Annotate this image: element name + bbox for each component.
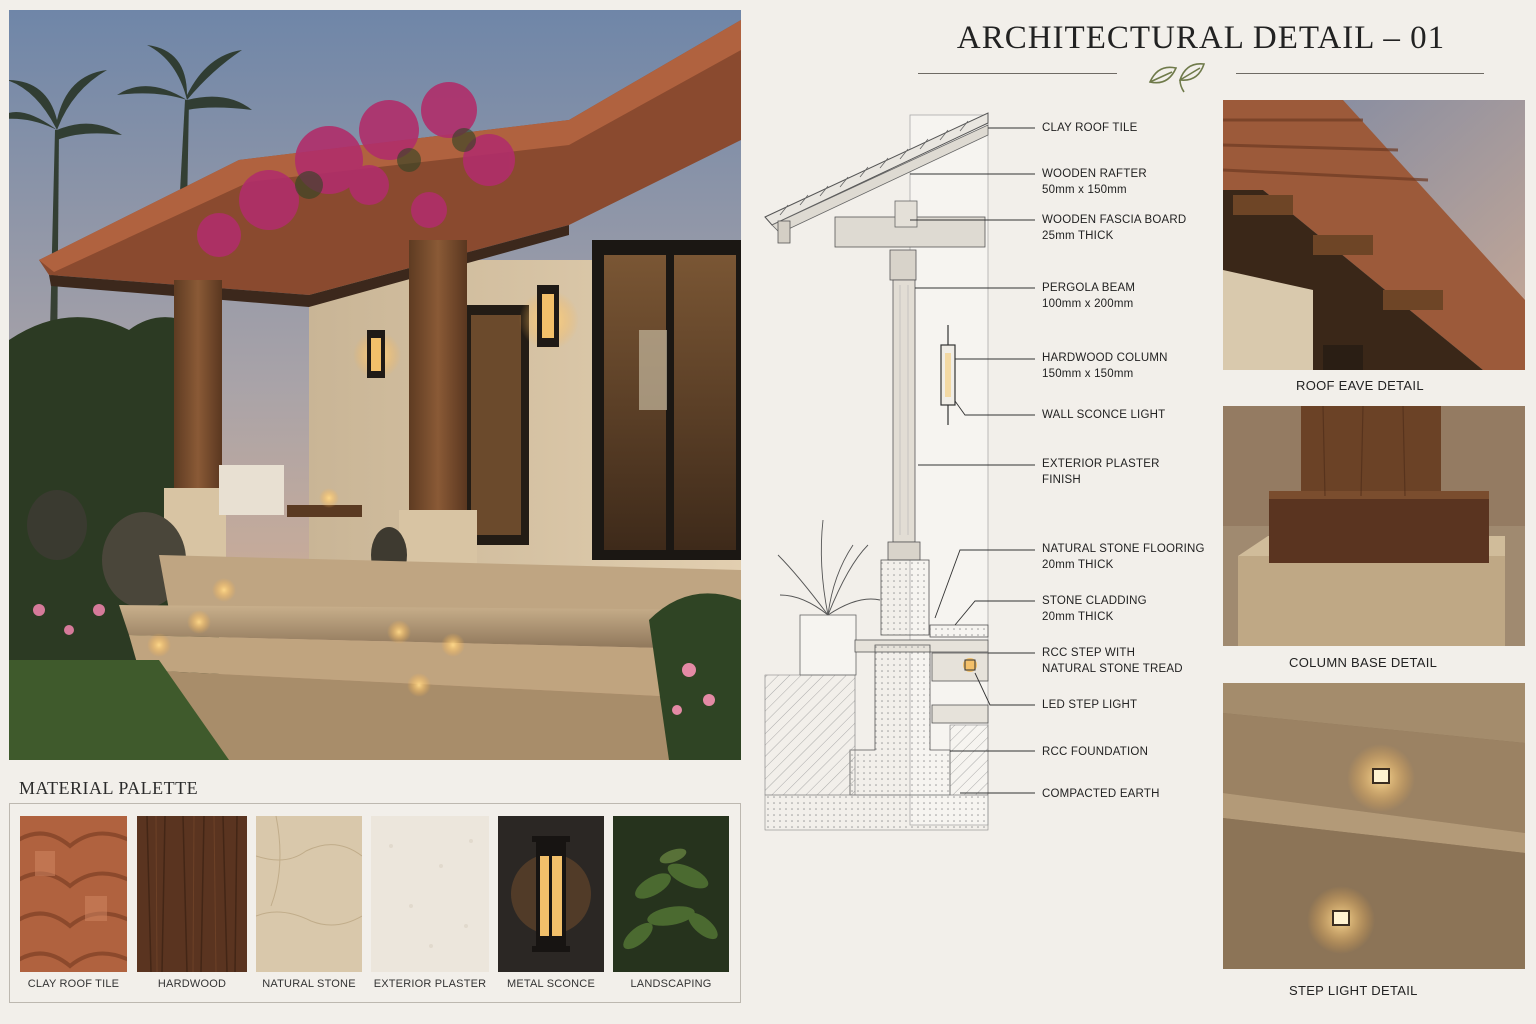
title-rule-left (918, 73, 1117, 74)
callout-line1: WOODEN RAFTER (1042, 168, 1147, 180)
callout-line1: CLAY ROOF TILE (1042, 122, 1138, 134)
swatch-exterior-plaster (371, 816, 489, 972)
callout-pergola-beam (1042, 281, 1135, 312)
callout-line1: HARDWOOD COLUMN (1042, 352, 1168, 364)
callout-hardwood-column (1042, 351, 1168, 382)
swatch-label-landscaping: LANDSCAPING (630, 978, 712, 990)
callout-line1: PERGOLA BEAM (1042, 282, 1136, 294)
callout-stone-flooring (1042, 542, 1205, 573)
callout-line1: WOODEN FASCIA BOARD (1042, 214, 1187, 226)
callout-line1: WALL SCONCE LIGHT (1042, 409, 1166, 421)
callout-line2: 100mm x 200mm (1042, 297, 1134, 310)
callout-line2: NATURAL STONE TREAD (1042, 662, 1183, 675)
callout-line2: 50mm x 150mm (1042, 183, 1127, 196)
swatch-label-natural-stone: NATURAL STONE (262, 978, 356, 990)
callout-line2: FINISH (1042, 473, 1081, 486)
material-palette (9, 803, 741, 1003)
callout-led-step-light (1042, 698, 1137, 714)
porch-illustration (9, 10, 741, 760)
leader-lines (760, 105, 1040, 805)
callout-line1: LED STEP LIGHT (1042, 699, 1138, 711)
callout-clay-roof-tile (1042, 121, 1137, 137)
callout-wall-sconce (1042, 408, 1165, 424)
callout-line1: COMPACTED EARTH (1042, 788, 1160, 800)
detail-label-column-base: COLUMN BASE DETAIL (1289, 655, 1438, 670)
callout-line1: NATURAL STONE FLOORING (1042, 543, 1205, 555)
swatch-hardwood (137, 816, 247, 972)
callout-exterior-plaster (1042, 457, 1160, 488)
callout-line1: RCC FOUNDATION (1042, 746, 1149, 758)
callout-line1: EXTERIOR PLASTER (1042, 458, 1160, 470)
callout-rcc-foundation (1042, 745, 1148, 761)
detail-label-roof-eave: ROOF EAVE DETAIL (1296, 378, 1424, 393)
callout-wooden-rafter (1042, 167, 1147, 198)
page-title: ARCHITECTURAL DETAIL – 01 (956, 20, 1446, 56)
callout-rcc-step (1042, 646, 1183, 677)
swatch-clay-roof-tile (20, 816, 127, 972)
title-rule-right (1236, 73, 1484, 74)
callout-line2: 25mm THICK (1042, 229, 1114, 242)
swatch-label-metal-sconce: METAL SCONCE (507, 978, 595, 990)
callout-line1: STONE CLADDING (1042, 595, 1147, 607)
column-base-photo (1223, 406, 1525, 646)
detail-label-step-light: STEP LIGHT DETAIL (1289, 983, 1418, 998)
swatch-label-hardwood: HARDWOOD (157, 978, 227, 990)
roof-eave-photo (1223, 100, 1525, 370)
callout-fascia-board (1042, 213, 1186, 244)
callout-line2: 20mm THICK (1042, 610, 1114, 623)
step-light-photo (1223, 683, 1525, 969)
callout-line2: 20mm THICK (1042, 558, 1114, 571)
swatch-label-clay-roof-tile: CLAY ROOF TILE (27, 978, 120, 990)
leaf-ornament-icon (1144, 60, 1210, 96)
callout-stone-cladding (1042, 594, 1147, 625)
swatch-landscaping (613, 816, 729, 972)
palette-title: MATERIAL PALETTE (19, 778, 199, 798)
callout-compacted-earth (1042, 787, 1160, 803)
callout-line2: 150mm x 150mm (1042, 367, 1134, 380)
callout-line1: RCC STEP WITH (1042, 647, 1136, 659)
swatch-natural-stone (256, 816, 362, 972)
swatch-metal-sconce (498, 816, 604, 972)
hero-photo (9, 10, 741, 760)
swatch-label-exterior-plaster: EXTERIOR PLASTER (373, 978, 487, 990)
